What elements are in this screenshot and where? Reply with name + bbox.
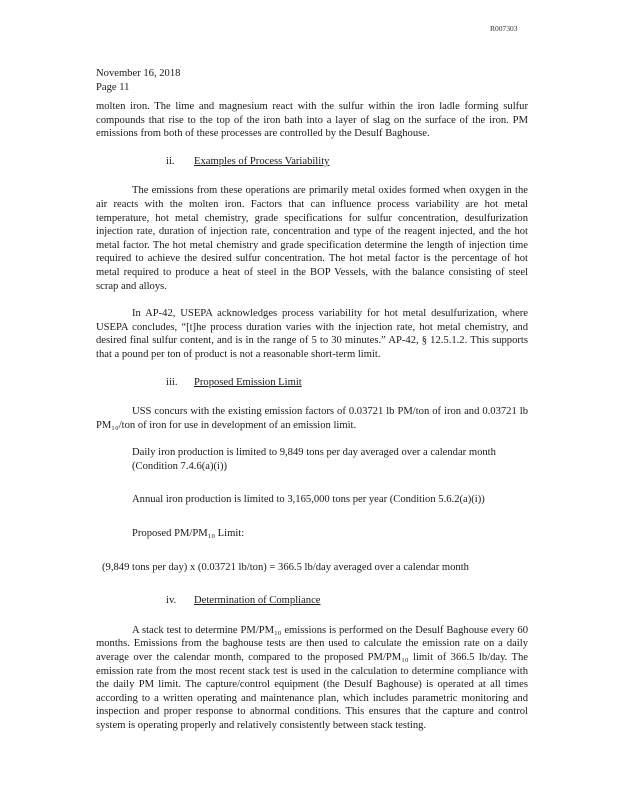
section-iii-heading [96, 376, 528, 390]
section-ii-number: ii. [166, 155, 175, 167]
annual-production-limit: Annual iron production is limited to 3,165,000 tons per year (Condition 5.6.2(a)(i)) [132, 494, 485, 506]
header-page-number: Page 11 [96, 81, 130, 93]
document-body [96, 100, 528, 747]
daily-production-limit: Daily iron production is limited to 9,849 tons per day averaged over a calendar month (Condition 7.4.6(a)(i)) [132, 447, 496, 472]
section-ii-paragraph-1: The emissions from these operations are primarily metal oxides formed when oxygen in the air reacts with the molten iron. Factors that can influence process variability are hot metal temperature, hot metal chemistry, grade specifications for sulfur concentration, desulfurization injection rate, duration of injection rate, concentration and type of the reagent injected, and the hot metal factor. The hot metal chemistry and grade specification determine the length of injection time required to achieve the desired sulfur concentration. The hot metal factor is the percentage of hot metal required to produce a heat of steel in the BOP Vessels, with the balance consisting of steel scrap and alloys. [96, 185, 528, 292]
header-date: November 16, 2018 [96, 68, 181, 79]
section-ii-paragraph-2: In AP-42, USEPA acknowledges process variability for hot metal desulfurization, where USEPA concludes, “[t]he process duration varies with the injection rate, hot metal chemistry, and desired final sulfur content, and is in the range of 5 to 30 minutes.” AP-42, § 12.5.1.2. This supports that a pound per ton of product is not a reasonable short-term limit. [96, 308, 528, 360]
section-iv-paragraph-1: A stack test to determine PM/PM₁₀ emissions is performed on the Desulf Baghouse every 60 months. Emissions from the baghouse tests are then used to calculate the emission rate on a daily average over the calendar month, compared to the proposed PM/PM₁₀ limit of 366.5 lb/day. The emission rate from the most recent stack test is used in the calculation to determine compliance with the daily PM limit. The capture/control equipment (the Desulf Baghouse) is operated at all times according to a written operating and maintenance plan, which includes parametric monitoring and inspection and proper response to abnormal conditions. This ensures that the capture and control system is operating properly and relatively consistently between stack testing. [96, 624, 528, 731]
intro-paragraph: molten iron. The lime and magnesium react with the sulfur within the iron ladle forming sulfur compounds that rise to the top of the iron bath into a layer of slag on the surface of the iron. PM emissions from both of these processes are controlled by the Desulf Baghouse. [96, 101, 528, 140]
section-iii-title: Proposed Emission Limit [194, 376, 302, 388]
section-ii-heading [96, 155, 528, 169]
section-iv-heading [96, 594, 528, 608]
document-id: R007303 [490, 24, 518, 33]
proposed-limit-label: Proposed PM/PM₁₀ Limit: [132, 528, 245, 540]
section-ii-title: Examples of Process Variability [194, 155, 330, 167]
limit-calculation: (9,849 tons per day) x (0.03721 lb/ton) = 366.5 lb/day averaged over a calendar month [102, 561, 469, 573]
section-iv-number: iv. [166, 595, 177, 607]
page-header [96, 67, 180, 94]
section-iii-paragraph-1: USS concurs with the existing emission factors of 0.03721 lb PM/ton of iron and 0.03721 lb PM₁₀/ton of iron for use in development of an emission limit. [96, 406, 528, 431]
section-iv-title: Determination of Compliance [194, 595, 321, 607]
section-iii-number: iii. [166, 376, 178, 388]
